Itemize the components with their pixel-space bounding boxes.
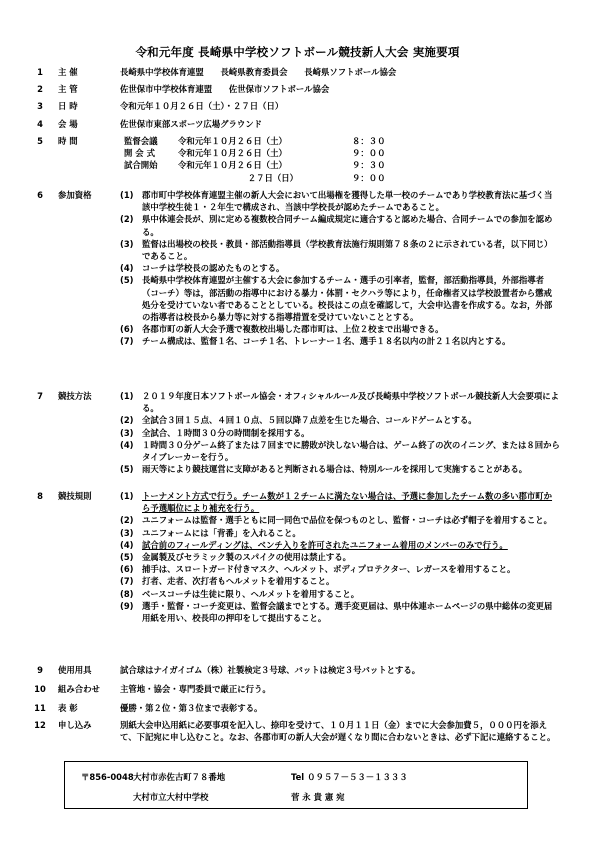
- list-item: (4) コーチは学校長の認めたものとする。: [120, 263, 285, 274]
- list-item: (4) １時間３０分ゲーム終了または７回までに勝敗が決しない場合は、ゲーム終了の次のイニング、または８回からタイブレーカーを行う。: [120, 439, 560, 463]
- schedule-date: 令和元年１０月２６日（土）: [178, 136, 287, 146]
- list-item: (9) 選手・監督・コーチ変更は、監督会議までとする。選手変更届は、県中体連ホームページの県中総体の変更届用紙を用い、校長印の押印をして提出すること。: [120, 600, 553, 624]
- section-label: 時 間: [58, 136, 78, 146]
- list-item: (3) 全試合、１時間３０分の時間制を採用する。: [120, 427, 310, 438]
- section-number: 11: [34, 703, 46, 713]
- list-item: (2) 県中体連会長が、別に定める複数校合同チーム編成規定に適合すると認めた場合、合同チームでの参加を認める。: [120, 214, 553, 237]
- schedule-date: 令和元年１０月２６日（土）: [178, 148, 287, 159]
- schedule-clock: ９：３０: [352, 160, 386, 171]
- schedule-date: ２７日（日）: [247, 172, 298, 183]
- schedule-clock: ９：００: [352, 148, 386, 159]
- section-label: 表 彰: [58, 703, 78, 713]
- list-item: (3) ユニフォームには「背番」を入れること。: [120, 527, 301, 538]
- contact-address: 大村市赤佐古町７８番地: [133, 772, 226, 782]
- rules-list: [120, 490, 560, 624]
- section-text: 試合球はナイガイゴム（株）社製検定３号球、バットは検定３号バットとする。: [120, 665, 421, 675]
- section-text: 優勝・第２位・第３位まで表彰する。: [120, 703, 263, 713]
- section-label: 日 時: [58, 101, 78, 111]
- schedule-clock: ９：００: [352, 172, 386, 183]
- section-label: 競技規則: [58, 491, 92, 501]
- list-item: (1) 郡市町中学校体育連盟主催の新人大会において出場権を獲得した単一校のチームであり学校教育法に基づく当該中学校生徒１・２年生で構成され、当該中学校長が認めたチームであること。: [120, 190, 553, 213]
- list-item: (6) 各郡市町の新人大会予選で複数校出場した郡市町は、上位２校まで出場できる。: [120, 324, 444, 335]
- schedule-date: 令和元年１０月２６日（土）: [178, 160, 287, 171]
- schedule-event: 開 会 式: [124, 148, 155, 159]
- section-text: 別紙大会申込用紙に必要事項を記入し、捺印を受けて、１０月１１日（金）までに大会参加費５，０００円を添えて、下記宛に申し込むこと。なお、各郡市町の新人大会が遅くなり間に合わないときは、必ず下記に連絡すること。: [120, 720, 556, 743]
- section-number: 6: [37, 190, 43, 200]
- section-label: 主 催: [58, 67, 78, 77]
- schedule-row: [124, 159, 564, 171]
- eligibility-list: [120, 189, 560, 348]
- contact-person: 菅 永 貴 憲 宛: [291, 792, 345, 802]
- section-text: 主管地・協会・専門委員で厳正に行う。: [120, 684, 271, 694]
- section-text: 長崎県中学校体育連盟 長崎県教育委員会 長崎県ソフトボール協会: [120, 67, 397, 77]
- section-number: 4: [37, 119, 43, 129]
- list-item: (2) 全試合３回１５点、４回１０点、５回以降７点差を生じた場合、コールドゲームとする。: [120, 415, 477, 426]
- schedule-row: [124, 135, 564, 147]
- list-item: (5) 雨天等により競技運営に支障があると判断される場合は、特別ルールを採用して実施することがある。: [120, 464, 528, 475]
- section-number: 9: [37, 665, 43, 675]
- list-item: (7) チーム構成は、監督１名、コーチ１名、トレーナー１名、選手１８名以内の計２１名以内とする。: [120, 336, 511, 347]
- list-item: (4) 試合前のフィールディングは、ベンチ入りを許可されたユニフォーム着用のメンバーのみで行う。: [120, 539, 508, 550]
- section-number: 7: [37, 391, 43, 401]
- method-list: [120, 390, 560, 475]
- section-number: 2: [37, 84, 43, 94]
- schedule-event: 監督会議: [124, 136, 158, 146]
- section-label: 使用用具: [58, 665, 92, 675]
- contact-phone: Tel ０９５７－５３－１３３３: [291, 772, 408, 782]
- list-item: (1) トーナメント方式で行う。チーム数が１２チームに満たない場合は、予選に参加したチーム数の多い郡市町から予選順位により補充を行う。: [120, 491, 553, 514]
- section-text: 令和元年１０月２６日（土）・２７日（日）: [120, 101, 284, 111]
- section-label: 主 管: [58, 84, 78, 94]
- list-item: (8) ベースコーチは生徒に限り、ヘルメットを着用すること。: [120, 588, 360, 599]
- document-title: 令和元年度 長崎県中学校ソフトボール競技新人大会 実施要項: [135, 45, 460, 59]
- section-label: 組み合わせ: [58, 684, 100, 694]
- section-label: 会 場: [58, 119, 78, 129]
- list-item: (3) 監督は出場校の校長・教員・部活動指導員（学校教育法施行規則第７８条の２に示されている者，以下同じ）であること。: [120, 238, 553, 262]
- list-item: (1) ２０１９年度日本ソフトボール協会・オフィシャルルール及び長崎県中学校ソフトボール競技新人大会要項による。: [120, 391, 559, 414]
- schedule-table: [124, 135, 564, 184]
- section-number: 12: [34, 720, 46, 730]
- section-label: 申し込み: [58, 720, 92, 730]
- section-text: 佐世保市中学校体育連盟 佐世保市ソフトボール協会: [120, 84, 330, 94]
- list-item: (7) 打者、走者、次打者もヘルメットを着用すること。: [120, 576, 335, 587]
- contact-box: [64, 761, 528, 809]
- section-label: 競技方法: [58, 391, 92, 401]
- list-item: (2) ユニフォームは監督・選手ともに同一同色で品位を保つものとし、監督・コーチは必ず帽子を着用すること。: [120, 515, 552, 526]
- list-item: (5) 金属製及びセラミック製のスパイクの使用は禁止する。: [120, 552, 352, 563]
- section-number: 8: [37, 491, 43, 501]
- schedule-row: [124, 172, 564, 184]
- section-number: 10: [34, 684, 46, 694]
- schedule-clock: ８：３０: [352, 136, 386, 146]
- section-number: 3: [37, 101, 43, 111]
- contact-school: 大村市立大村中学校: [133, 792, 209, 802]
- list-item: (5) 長崎県中学校体育連盟が主催する大会に参加するチーム・選手の引率者，監督，部活動指導員，外部指導者（コーチ）等は，部活動の指導中における暴力・体罰・セクハラ等により，任命権者又は学校設置者から懲戒処分を受けていない者であることとしている。校長はこの点を確認して，大会申込書を作成する。なお，外部の指導者は校長から暴力等に対する指導措置を受けていないこととする。: [120, 275, 553, 323]
- schedule-event: 試合開始: [124, 160, 158, 171]
- section-text: 佐世保市東部スポーツ広場グラウンド: [120, 119, 263, 129]
- section-number: 1: [37, 67, 43, 77]
- section-label: 参加資格: [58, 190, 92, 200]
- postal-code: 〒856-0048: [81, 772, 134, 782]
- section-number: 5: [37, 136, 43, 146]
- schedule-row: [124, 147, 564, 159]
- list-item: (6) 捕手は、スロートガード付きマスク、ヘルメット、ボディプロテクター、レガースを着用すること。: [120, 564, 516, 575]
